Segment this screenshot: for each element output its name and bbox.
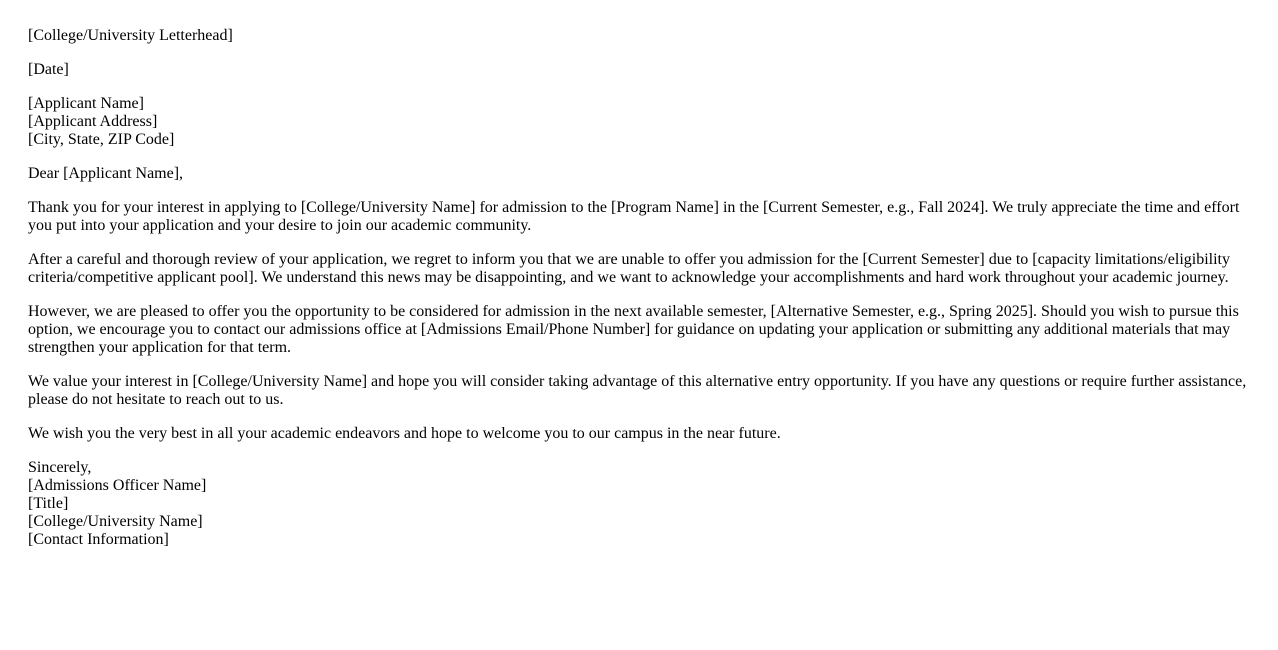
closing: Sincerely, <box>28 459 92 476</box>
recipient-address: [Applicant Address] <box>28 113 158 130</box>
body-paragraph-1: Thank you for your interest in applying to [College/University Name] for admission to the [Program Name] in the [Current Semester, e.g., Fall 2024]. We truly appreciate the time and effort you put into your application and your desire to join our academic community. <box>28 199 1240 234</box>
body-paragraph-4: We value your interest in [College/University Name] and hope you will consider taking advantage of this alternative entry opportunity. If you have any questions or require further assistance, please do not hesitate to reach out to us. <box>28 373 1247 408</box>
date-placeholder: [Date] <box>28 61 69 78</box>
letterhead-placeholder: [College/University Letterhead] <box>28 27 233 44</box>
signature-contact-info: [Contact Information] <box>28 531 169 548</box>
body-paragraph-5: We wish you the very best in all your academic endeavors and hope to welcome you to our campus in the near future. <box>28 425 781 442</box>
letter-document <box>28 27 1250 565</box>
signature-title: [Title] <box>28 495 69 512</box>
signature-block <box>28 459 1250 549</box>
recipient-city-state-zip: [City, State, ZIP Code] <box>28 131 175 148</box>
signature-officer-name: [Admissions Officer Name] <box>28 477 207 494</box>
signature-college-name: [College/University Name] <box>28 513 203 530</box>
salutation: Dear [Applicant Name], <box>28 165 184 182</box>
body-paragraph-3: However, we are pleased to offer you the opportunity to be considered for admission in the next available semester, [Alternative Semester, e.g., Spring 2025]. Should you wish to pursue this option, we encourage you to contact our admissions office at [Admissions Email/Phone Number] for guidance on updating your application or submitting any additional materials that may strengthen your application for that term. <box>28 303 1239 356</box>
recipient-name: [Applicant Name] <box>28 95 144 112</box>
recipient-address-block <box>28 95 1250 149</box>
body-paragraph-2: After a careful and thorough review of your application, we regret to inform you that we are unable to offer you admission for the [Current Semester] due to [capacity limitations/eligibility criteria/competitive applicant pool]. We understand this news may be disappointing, and we want to acknowledge your accomplishments and hard work throughout your academic journey. <box>28 251 1230 286</box>
